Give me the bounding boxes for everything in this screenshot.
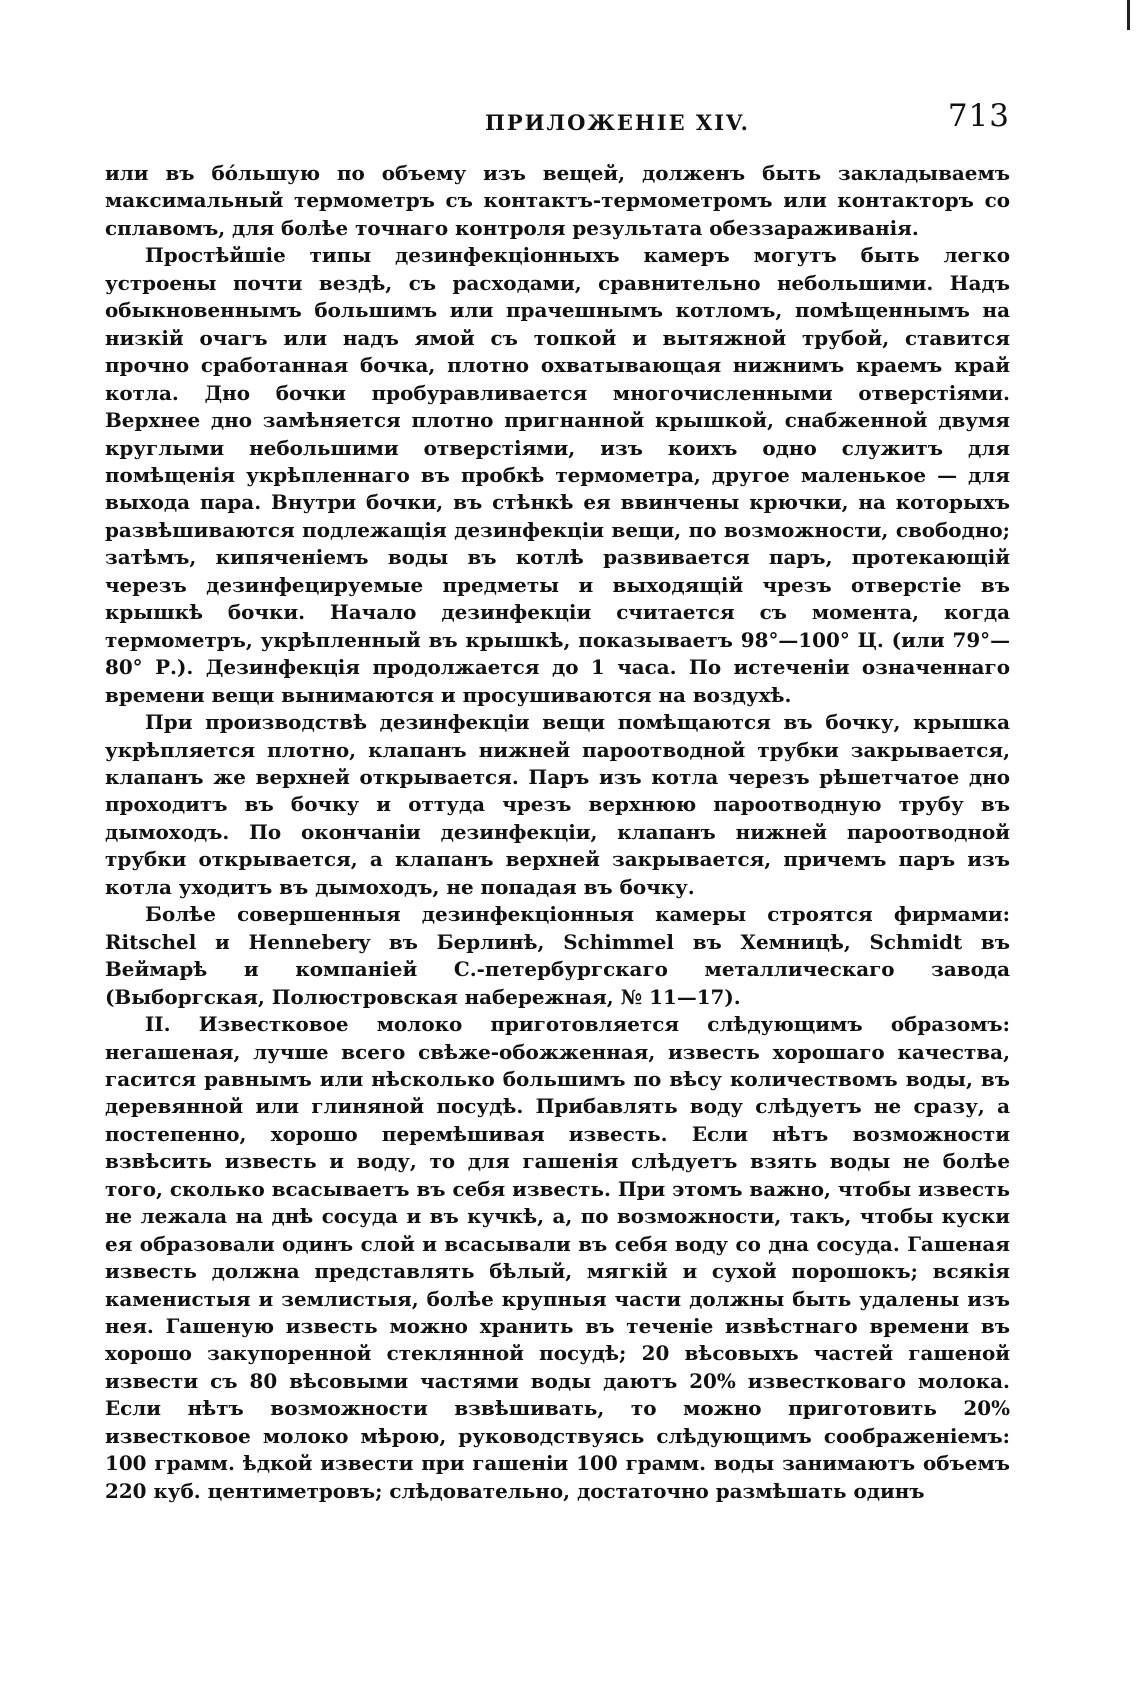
paragraph-continuation: или въ бо́льшую по объему изъ вещей, долженъ быть закладываемъ максимальный термометръ съ контактъ-термометромъ или контакторъ со сплавомъ, для болѣе точнаго контроля результата обеззараживанія. [105,161,1010,240]
page-number: 713 [947,98,1010,134]
scan-edge-mark [1127,0,1130,30]
paragraph-simple-chambers: Простѣйшіе типы дезинфекціонныхъ камеръ могутъ быть легко устроены почти вездѣ, съ расходами, сравнительно небольшими. Надъ обыкновеннымъ большимъ или прачешнымъ котломъ, помѣщеннымъ на низкій очагъ или надъ ямой съ топкой и вытяжной трубой, ставится прочно сработанная бочка, плотно охватывающая нижнимъ краемъ край котла. Дно бочки пробуравливается многочисленными отверстіями. Верхнее дно замѣняется плотно пригнанной крышкой, снабженной двумя круглыми небольшими отверстіями, изъ коихъ одно служитъ для помѣщенія укрѣпленнаго въ пробкѣ термометра, другое маленькое — для выхода пара. Внутри бочки, въ стѣнкѣ ея ввинчены крючки, на которыхъ развѣшиваются подлежащія дезинфекціи вещи, по возможности, свободно; затѣмъ, кипяченіемъ воды въ котлѣ развивается паръ, протекающій черезъ дезинфецируемые предметы и выходящій чрезъ отверстіе въ крышкѣ бочки. Начало дезинфекціи считается съ момента, когда термометръ, укрѣпленный въ крышкѣ, показываетъ 98°—100° Ц. (или 79°—80° Р.). Дезинфекція продолжается до 1 часа. По истеченіи означеннаго времени вещи вынимаются и просушиваются на воздухѣ. [105,243,1010,707]
paragraph-disinfection-procedure: При производствѣ дезинфекціи вещи помѣщаются въ бочку, крышка укрѣпляется плотно, клапанъ нижней пароотводной трубки закрывается, клапанъ же верхней открывается. Паръ изъ котла черезъ рѣшетчатое дно проходитъ въ бочку и оттуда чрезъ верхнюю пароотводную трубу въ дымоходъ. По окончаніи дезинфекціи, клапанъ нижней пароотводной трубки открывается, а клапанъ верхней закрывается, причемъ паръ изъ котла уходитъ въ дымоходъ, не попадая въ бочку. [105,710,1010,899]
running-head: ПРИЛОЖЕНІЕ XIV. [485,110,750,135]
page-header [105,98,1010,144]
paragraph-advanced-chambers: Болѣе совершенныя дезинфекціонныя камеры строятся фирмами: Ritschel и Hennebery въ Берлинѣ, Schimmel въ Хемницѣ, Schmidt въ Веймарѣ и компаніей С.-петербургскаго металлическаго завода (Выборгская, Полюстровская набережная, № 11—17). [105,902,1010,1009]
body-text [105,160,1010,1505]
paragraph-lime-milk: II. Известковое молоко приготовляется слѣдующимъ образомъ: негашеная, лучше всего свѣже-обожженная, известь хорошаго качества, гасится равнымъ или нѣсколько большимъ по вѣсу количествомъ воды, въ деревянной или глиняной посудѣ. Прибавлять воду слѣдуетъ не сразу, а постепенно, хорошо перемѣшивая известь. Если нѣтъ возможности взвѣсить известь и воду, то для гашенія слѣдуетъ взять воды не болѣе того, сколько всасываетъ въ себя известь. При этомъ важно, чтобы известь не лежала на днѣ сосуда и въ кучкѣ, а, по возможности, такъ, чтобы куски ея образовали одинъ слой и всасывали въ себя воду со дна сосуда. Гашеная известь должна представлять бѣлый, мягкій и сухой порошокъ; всякія каменистыя и землистыя, болѣе крупныя части должны быть удалены изъ нея. Гашеную известь можно хранить въ теченіе извѣстнаго времени въ хорошо закупоренной стеклянной посудѣ; 20 вѣсовыхъ частей гашеной извести съ 80 вѣсовыми частями воды даютъ 20% известковаго молока. Если нѣтъ возможности взвѣшивать, то можно приготовить 20% известковое молоко мѣрою, руководствуясь слѣдующимъ соображеніемъ: 100 грамм. ѣдкой извести при гашеніи 100 грамм. воды занимаютъ объемъ 220 куб. центиметровъ; слѣдовательно, достаточно размѣшать одинъ [105,1012,1010,1503]
